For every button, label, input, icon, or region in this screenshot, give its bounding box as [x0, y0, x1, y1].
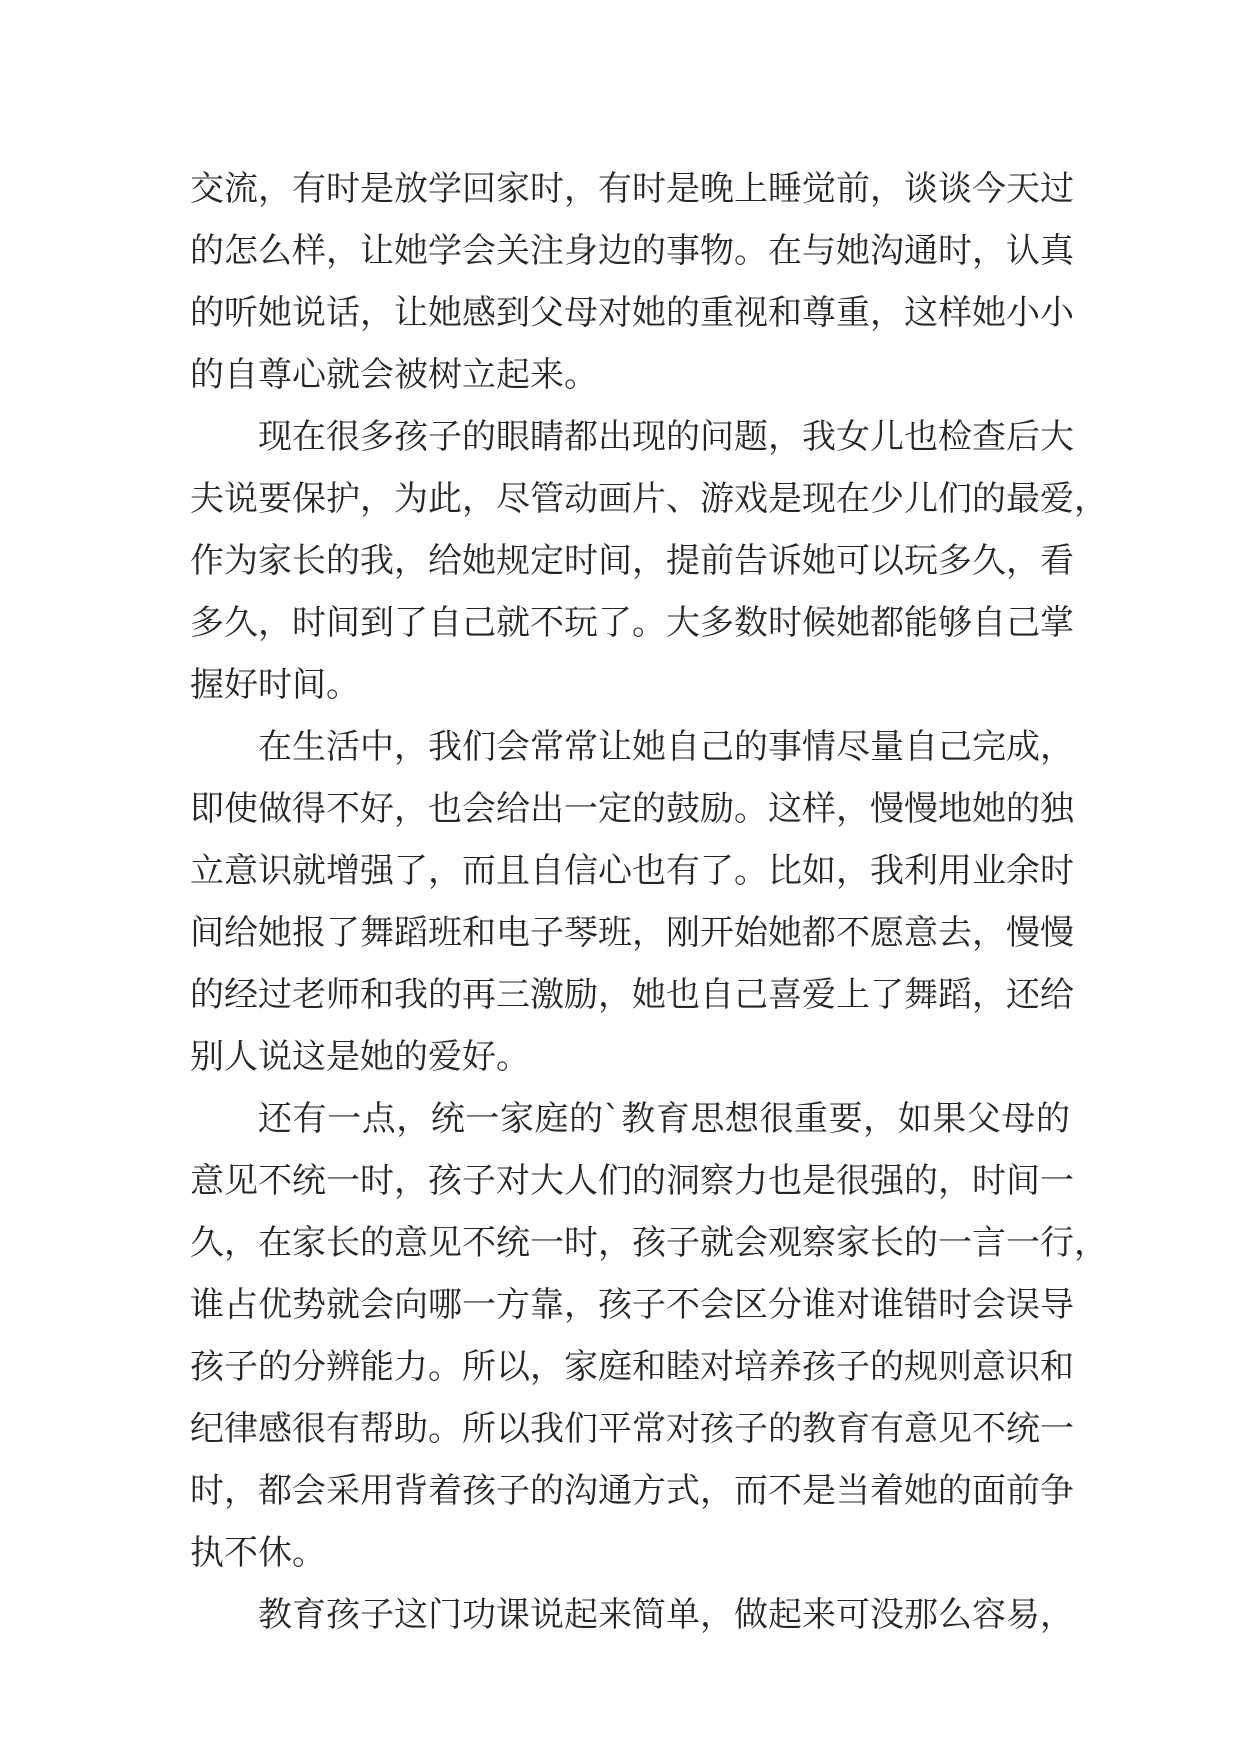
- text-line: 即使做得不好，也会给出一定的鼓励。这样，慢慢地她的独: [190, 789, 1074, 829]
- document-body: [190, 158, 1108, 1646]
- text-line: 的自尊心就会被树立起来。: [190, 355, 598, 395]
- text-line: 间给她报了舞蹈班和电子琴班，刚开始她都不愿意去，慢慢: [190, 913, 1074, 953]
- text-line: 作为家长的我，给她规定时间，提前告诉她可以玩多久，看: [190, 541, 1074, 581]
- text-line: 在生活中，我们会常常让她自己的事情尽量自己完成，: [258, 727, 1074, 767]
- text-line: 的经过老师和我的再三激励，她也自己喜爱上了舞蹈，还给: [190, 975, 1074, 1015]
- text-line: 的怎么样，让她学会关注身边的事物。在与她沟通时，认真: [190, 231, 1074, 271]
- text-line: 的听她说话，让她感到父母对她的重视和尊重，这样她小小: [190, 293, 1074, 333]
- text-line: 谁占优势就会向哪一方靠，孩子不会区分谁对谁错时会误导: [190, 1285, 1074, 1325]
- text-line: 立意识就增强了，而且自信心也有了。比如，我利用业余时: [190, 851, 1074, 891]
- paragraph: [190, 1584, 1074, 1646]
- text-line: 纪律感很有帮助。所以我们平常对孩子的教育有意见不统一: [190, 1409, 1074, 1449]
- paragraph: [190, 406, 1108, 716]
- text-line: 现在很多孩子的眼睛都出现的问题，我女儿也检查后大: [258, 417, 1074, 457]
- paragraph: [190, 158, 1074, 406]
- text-line: 还有一点，统一家庭的`教育思想很重要，如果父母的: [258, 1099, 1070, 1139]
- text-line: 教育孩子这门功课说起来简单，做起来可没那么容易，: [258, 1595, 1074, 1635]
- paragraph: [190, 716, 1074, 1088]
- text-line: 交流，有时是放学回家时，有时是晚上睡觉前，谈谈今天过: [190, 169, 1074, 209]
- paragraph: [190, 1088, 1108, 1584]
- text-line: 时，都会采用背着孩子的沟通方式，而不是当着她的面前争: [190, 1471, 1074, 1511]
- text-line: 孩子的分辨能力。所以，家庭和睦对培养孩子的规则意识和: [190, 1347, 1074, 1387]
- text-line: 多久，时间到了自己就不玩了。大多数时候她都能够自己掌: [190, 603, 1074, 643]
- text-line: 别人说这是她的爱好。: [190, 1037, 530, 1077]
- text-line: 执不休。: [190, 1533, 326, 1573]
- text-line: 握好时间。: [190, 665, 360, 705]
- text-line: 夫说要保护，为此，尽管动画片、游戏是现在少儿们的最爱，: [190, 479, 1108, 519]
- text-line: 久，在家长的意见不统一时，孩子就会观察家长的一言一行，: [190, 1223, 1108, 1263]
- text-line: 意见不统一时，孩子对大人们的洞察力也是很强的，时间一: [190, 1161, 1074, 1201]
